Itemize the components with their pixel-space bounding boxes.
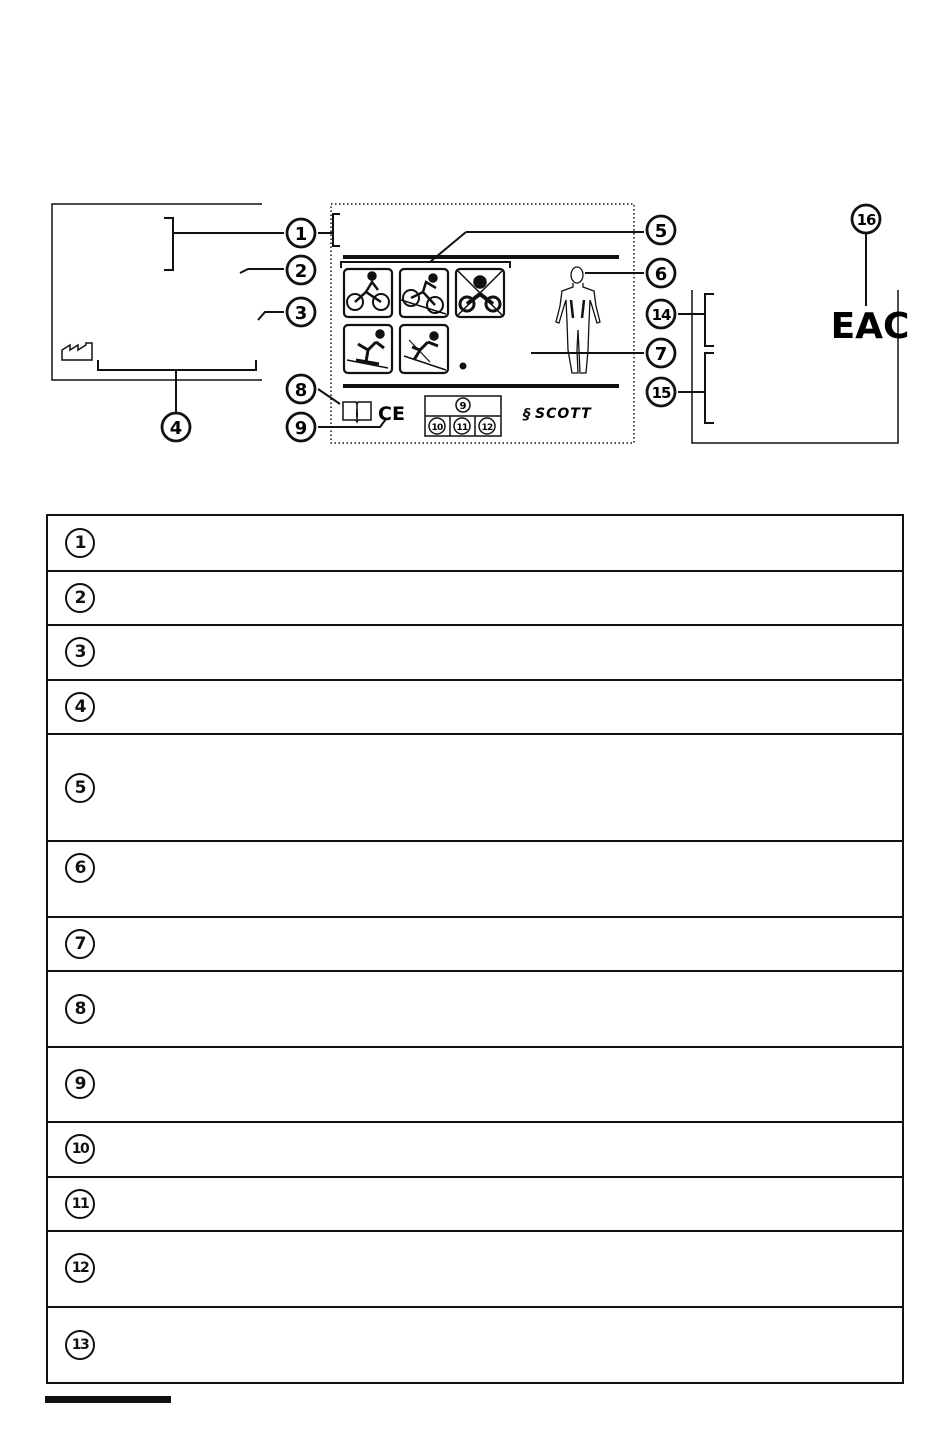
svg-text:1: 1	[294, 224, 308, 245]
legend-number: 10	[65, 1134, 95, 1164]
info-glyph: i	[355, 409, 359, 420]
motorcycle-crossed-icon	[458, 271, 502, 315]
legend-row	[48, 918, 902, 972]
callout-1	[287, 219, 315, 247]
svg-text:12: 12	[481, 423, 493, 433]
callout-6	[647, 259, 675, 287]
svg-text:15: 15	[651, 384, 671, 402]
svg-text:9: 9	[459, 401, 467, 412]
legend-row	[48, 626, 902, 681]
svg-text:5: 5	[654, 221, 668, 242]
callout-4	[162, 413, 190, 441]
footer-rule	[45, 1396, 171, 1403]
ski-icon	[404, 332, 446, 370]
snowboard-icon	[347, 330, 388, 368]
svg-text:11: 11	[456, 423, 468, 433]
svg-text:3: 3	[294, 303, 308, 324]
callout-8	[287, 375, 315, 403]
scott-logo	[522, 405, 592, 423]
callout-7	[647, 339, 675, 367]
callout-14	[647, 300, 675, 328]
legend-row	[48, 681, 902, 735]
svg-text:10: 10	[431, 423, 443, 433]
legend-number: 11	[65, 1189, 95, 1219]
svg-text:2: 2	[294, 261, 308, 282]
legend-number: 2	[65, 583, 95, 613]
svg-text:6: 6	[654, 264, 668, 285]
legend-row	[48, 842, 902, 918]
svg-text:16: 16	[856, 211, 876, 229]
downhill-bike-icon	[401, 274, 446, 314]
legend-row	[48, 572, 902, 626]
svg-text:4: 4	[169, 418, 183, 439]
legend-number: 9	[65, 1069, 95, 1099]
legend-number: 3	[65, 637, 95, 667]
svg-text:8: 8	[294, 380, 308, 401]
callout-9	[287, 413, 315, 441]
factory-icon	[62, 343, 92, 360]
mountain-bike-icon	[347, 272, 389, 310]
legend-number: 12	[65, 1253, 95, 1283]
legend-number: 5	[65, 773, 95, 803]
legend-row	[48, 972, 902, 1048]
callout-markers	[162, 205, 880, 441]
legend-row	[48, 1232, 902, 1308]
callout-2	[287, 256, 315, 284]
body-figure-icon	[556, 267, 600, 373]
eac-mark: EAC	[830, 306, 910, 347]
callout-5	[647, 216, 675, 244]
legend-number: 7	[65, 929, 95, 959]
legend-row	[48, 516, 902, 572]
legend-row	[48, 1308, 902, 1382]
svg-text:7: 7	[654, 344, 668, 365]
callout-3	[287, 298, 315, 326]
legend-row	[48, 1178, 902, 1232]
svg-text:14: 14	[651, 306, 671, 324]
callout-16	[852, 205, 880, 233]
callout-15	[647, 378, 675, 406]
legend-number: 4	[65, 692, 95, 722]
scott-swirl-icon: §	[523, 405, 531, 423]
legend-number: 6	[65, 853, 95, 883]
label-diagram	[0, 0, 950, 470]
legend-table	[46, 514, 904, 1384]
svg-text:SCOTT: SCOTT	[535, 406, 592, 422]
legend-number: 1	[65, 528, 95, 558]
legend-number: 13	[65, 1330, 95, 1360]
left-panel-frame	[52, 204, 262, 380]
legend-row	[48, 1048, 902, 1123]
svg-text:9: 9	[294, 418, 308, 439]
legend-number: 8	[65, 994, 95, 1024]
legend-row	[48, 1123, 902, 1178]
legend-row	[48, 735, 902, 842]
ce-mark: CE	[378, 403, 405, 425]
